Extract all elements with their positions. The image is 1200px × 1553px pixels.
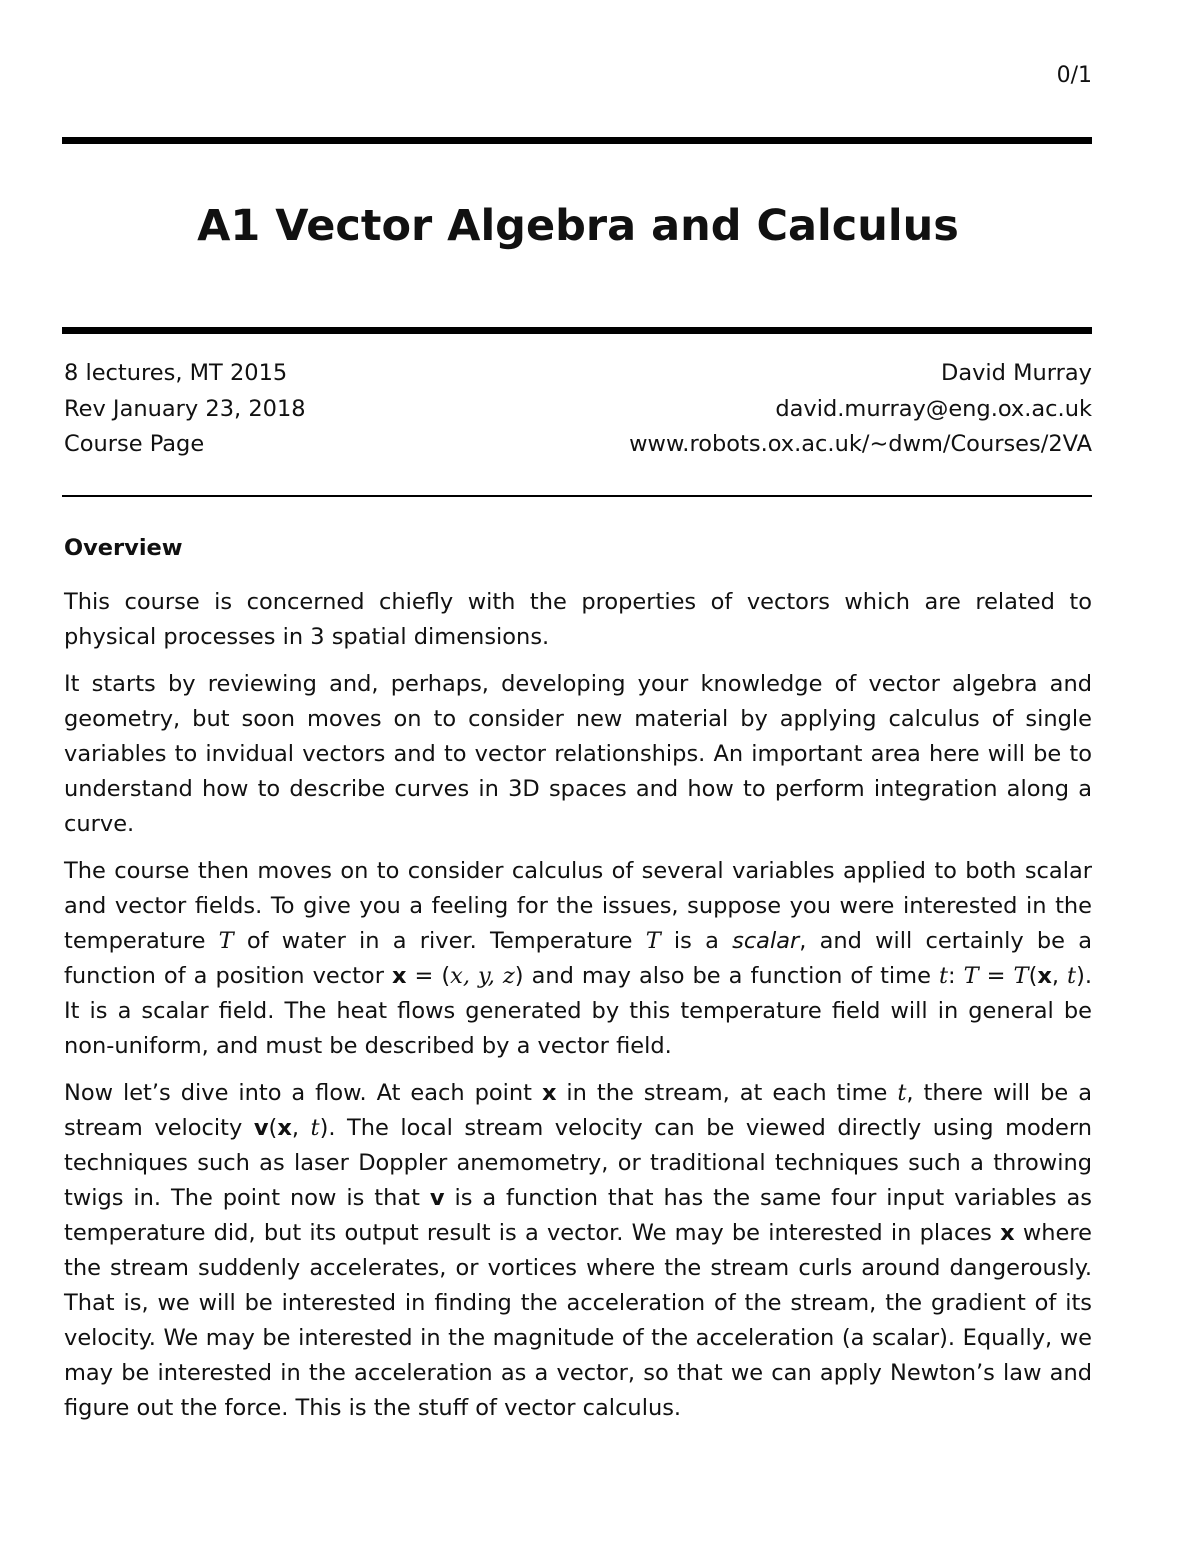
vector-symbol: x <box>541 1080 557 1106</box>
math-symbol: T <box>218 928 234 954</box>
document-title: A1 Vector Algebra and Calculus <box>197 201 959 251</box>
meta-rule <box>62 495 1092 497</box>
math-symbol: T <box>963 963 979 989</box>
text-run: is a function that has the same four input variables as temperature did, but its output result is a vector. We may be interested in places <box>64 1185 1093 1246</box>
meta-row <box>64 356 1092 392</box>
overview-body <box>64 585 1092 1438</box>
section-heading: Overview <box>64 535 183 561</box>
course-page-url: www.robots.ox.ac.uk/∼dwm/Courses/2VA <box>629 431 1092 457</box>
vector-symbol: x <box>1037 963 1052 989</box>
top-rule <box>62 137 1092 144</box>
title-rule <box>62 327 1092 334</box>
text-run: : <box>948 963 964 989</box>
vector-symbol: x <box>1000 1220 1015 1246</box>
paragraph <box>64 854 1092 1064</box>
text-run: = ( <box>406 963 451 989</box>
text-run: ). The local stream velocity can be viewed directly using modern techniques such as laser Doppler anemometry, or traditional techniques such a throwing twigs in. The point now is that <box>64 1115 1092 1211</box>
text-run: = <box>978 963 1014 989</box>
text-run: , there will be a stream velocity <box>64 1080 1092 1141</box>
meta-row <box>64 392 1092 428</box>
vector-symbol: v <box>253 1115 269 1141</box>
lectures-info: 8 lectures, MT 2015 <box>64 360 288 386</box>
vector-symbol: x <box>277 1115 292 1141</box>
vector-symbol: x <box>391 963 407 989</box>
text-run: The course then moves on to consider calculus of several variables applied to both scalar and vector fields. To give you a feeling for the issues, suppose you were interested in the temperature <box>64 858 1092 954</box>
math-symbol: T <box>645 928 661 954</box>
text-run: , <box>1051 963 1068 989</box>
text-run: in the stream, at each time <box>556 1080 898 1106</box>
math-symbol: t <box>310 1115 320 1141</box>
text-run: ( <box>268 1115 278 1141</box>
text-run: Now let’s dive into a flow. At each point <box>64 1080 542 1106</box>
text-run: is a <box>660 928 733 954</box>
author-name: David Murray <box>941 360 1092 386</box>
course-meta <box>64 356 1092 463</box>
course-page-label: Course Page <box>64 431 205 457</box>
text-run: , and will certainly be a function of a position vector <box>64 928 1092 989</box>
math-symbol: T <box>1013 963 1029 989</box>
text-run: ) and may also be a function of time <box>514 963 939 989</box>
emphasis: scalar <box>732 928 800 954</box>
text-run: ). It is a scalar field. The heat flows generated by this temperature field will in general be non-uniform, and must be described by a vector field. <box>64 963 1093 1059</box>
vector-symbol: v <box>429 1185 445 1211</box>
math-symbol: t <box>938 963 949 989</box>
text-run: where the stream suddenly accelerates, or vortices where the stream curls around dangerously. That is, we will be interested in finding the acceleration of the stream, the gradient of its velocity. We may be interested in the magnitude of the acceleration (a scalar). Equally, we may be interested in the acceleration as a vector, so that we can apply Newton’s law and figure out the force. This is the stuff of vector calculus. <box>64 1220 1092 1421</box>
meta-row <box>64 427 1092 463</box>
text-run: , <box>291 1115 311 1141</box>
math-symbol: t <box>1067 963 1077 989</box>
paragraph: It starts by reviewing and, perhaps, developing your knowledge of vector algebra and geometry, but soon moves on to consider new material by applying calculus of single variables to invidual vectors and to vector relationships. An important area here will be to understand how to describe curves in 3D spaces and how to perform integration along a curve. <box>64 671 1092 837</box>
page-number: 0/1 <box>1056 63 1092 88</box>
text-run: ( <box>1028 963 1038 989</box>
revision-date: Rev January 23, 2018 <box>64 395 306 422</box>
math-symbol: t <box>897 1080 907 1106</box>
math-symbol: x, y, z <box>450 963 515 989</box>
text-run: of water in a river. Temperature <box>233 928 646 954</box>
author-email: david.murray@eng.ox.ac.uk <box>775 395 1092 422</box>
paragraph <box>64 1076 1092 1426</box>
paragraph: This course is concerned chiefly with the properties of vectors which are related to physical processes in 3 spatial dimensions. <box>64 589 1092 650</box>
